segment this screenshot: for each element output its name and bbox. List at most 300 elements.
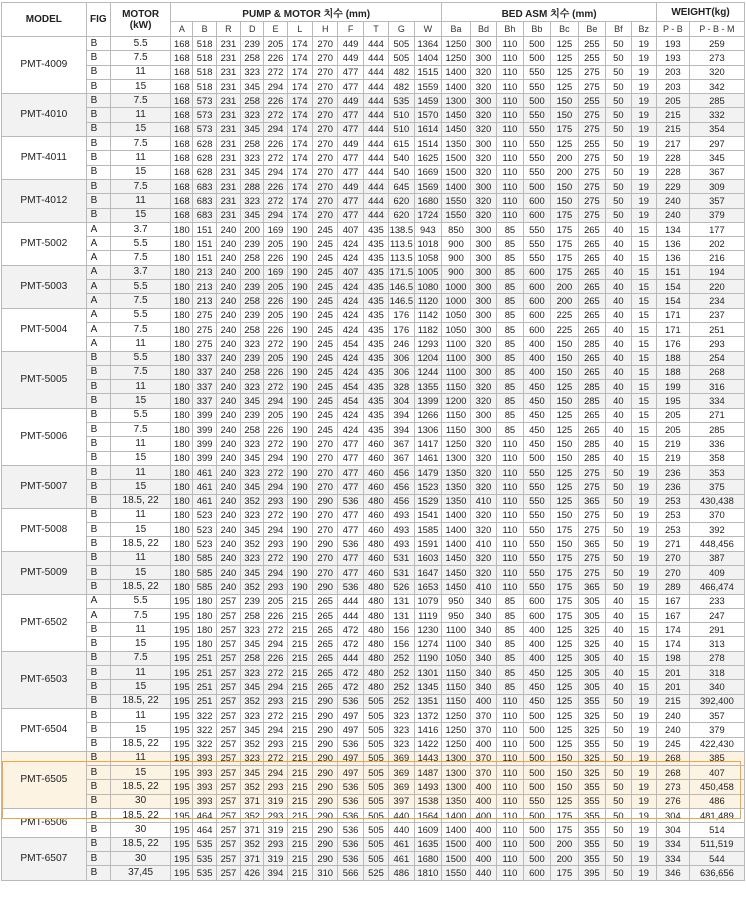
- motor-cell: 7.5: [110, 651, 170, 665]
- value-cell: 190: [287, 237, 312, 251]
- motor-cell: 7.5: [110, 322, 170, 336]
- value-cell: 365: [578, 537, 606, 551]
- value-cell: 174: [287, 194, 312, 208]
- value-cell: 174: [287, 79, 312, 93]
- value-cell: 168: [171, 151, 193, 165]
- value-cell: 355: [578, 823, 606, 837]
- value-cell: 245: [313, 322, 338, 336]
- value-cell: 1724: [414, 208, 442, 222]
- value-cell: 460: [363, 523, 388, 537]
- value-cell: 240: [216, 237, 240, 251]
- value-cell: 175: [551, 565, 579, 579]
- value-cell: 449: [338, 51, 363, 65]
- value-cell: 231: [216, 151, 240, 165]
- table-row: [2, 394, 745, 408]
- value-cell: 271: [656, 537, 689, 551]
- value-cell: 228: [656, 151, 689, 165]
- value-cell: 270: [313, 565, 338, 579]
- fig-cell: B: [86, 494, 110, 508]
- value-cell: 345: [241, 480, 264, 494]
- value-cell: 258: [241, 251, 264, 265]
- value-cell: 19: [631, 766, 656, 780]
- value-cell: 480: [363, 594, 388, 608]
- value-cell: 440: [389, 823, 414, 837]
- value-cell: 195: [171, 666, 193, 680]
- value-cell: 205: [656, 423, 689, 437]
- value-cell: 195: [171, 694, 193, 708]
- value-cell: 180: [171, 465, 193, 479]
- value-cell: 258: [241, 294, 264, 308]
- motor-cell: 11: [110, 551, 170, 565]
- fig-cell: B: [86, 694, 110, 708]
- value-cell: 113.5: [389, 251, 414, 265]
- fig-cell: B: [86, 79, 110, 93]
- value-cell: 265: [578, 294, 606, 308]
- value-cell: 449: [338, 37, 363, 51]
- motor-cell: 11: [110, 465, 170, 479]
- value-cell: 239: [241, 37, 264, 51]
- value-cell: 1355: [414, 380, 442, 394]
- value-cell: 1529: [414, 494, 442, 508]
- value-cell: 365: [578, 494, 606, 508]
- value-cell: 345: [241, 523, 264, 537]
- table-row: [2, 351, 745, 365]
- value-cell: 19: [631, 137, 656, 151]
- value-cell: 450: [523, 437, 551, 451]
- table-row: [2, 365, 745, 379]
- motor-cell: 5.5: [110, 37, 170, 51]
- value-cell: 325: [578, 637, 606, 651]
- value-cell: 305: [578, 666, 606, 680]
- value-cell: 367: [389, 451, 414, 465]
- value-cell: 300: [470, 137, 496, 151]
- value-cell: 50: [606, 465, 631, 479]
- value-cell: 464: [193, 809, 216, 823]
- value-cell: 110: [497, 694, 523, 708]
- value-cell: 180: [171, 494, 193, 508]
- value-cell: 231: [216, 137, 240, 151]
- value-cell: 240: [216, 222, 240, 236]
- value-cell: 306: [389, 365, 414, 379]
- value-cell: 239: [241, 308, 264, 322]
- value-cell: 444: [363, 108, 388, 122]
- table-row: [2, 851, 745, 865]
- value-cell: 450: [523, 408, 551, 422]
- value-cell: 536: [338, 737, 363, 751]
- model-cell: PMT-5004: [2, 308, 87, 351]
- value-cell: 352: [241, 837, 264, 851]
- value-cell: 1550: [442, 194, 471, 208]
- value-cell: 193: [656, 51, 689, 65]
- value-cell: 215: [656, 122, 689, 136]
- value-cell: 258: [241, 322, 264, 336]
- value-cell: 424: [338, 237, 363, 251]
- value-cell: 370: [470, 751, 496, 765]
- value-cell: 245: [313, 394, 338, 408]
- value-cell: 257: [216, 780, 240, 794]
- value-cell: 285: [578, 394, 606, 408]
- value-cell: 110: [497, 737, 523, 751]
- value-cell: 245: [313, 423, 338, 437]
- value-cell: 240: [216, 551, 240, 565]
- value-cell: 240: [216, 394, 240, 408]
- motor-cell: 7.5: [110, 365, 170, 379]
- value-cell: 320: [470, 65, 496, 79]
- value-cell: 435: [363, 380, 388, 394]
- value-cell: 497: [338, 723, 363, 737]
- value-cell: 110: [497, 580, 523, 594]
- fig-cell: B: [86, 151, 110, 165]
- value-cell: 300: [470, 322, 496, 336]
- spec-table: [1, 2, 745, 881]
- value-cell: 270: [313, 51, 338, 65]
- value-cell: 195: [171, 837, 193, 851]
- value-cell: 215: [287, 651, 312, 665]
- value-cell: 480: [363, 666, 388, 680]
- motor-cell: 18.5, 22: [110, 837, 170, 851]
- value-cell: 19: [631, 723, 656, 737]
- value-cell: 171.5: [389, 265, 414, 279]
- value-cell: 505: [363, 794, 388, 808]
- value-cell: 19: [631, 780, 656, 794]
- value-cell: 683: [193, 208, 216, 222]
- value-cell: 387: [689, 551, 744, 565]
- value-cell: 1416: [414, 723, 442, 737]
- value-cell: 285: [689, 423, 744, 437]
- value-cell: 270: [313, 451, 338, 465]
- fig-cell: A: [86, 308, 110, 322]
- value-cell: 272: [264, 108, 287, 122]
- value-cell: 566: [338, 866, 363, 880]
- value-cell: 180: [171, 265, 193, 279]
- value-cell: 226: [264, 137, 287, 151]
- value-cell: 85: [497, 308, 523, 322]
- column-header: F: [338, 22, 363, 37]
- value-cell: 270: [313, 108, 338, 122]
- value-cell: 444: [338, 608, 363, 622]
- value-cell: 231: [216, 37, 240, 51]
- value-cell: 1018: [414, 237, 442, 251]
- table-row: [2, 737, 745, 751]
- value-cell: 239: [241, 237, 264, 251]
- value-cell: 290: [313, 580, 338, 594]
- value-cell: 150: [551, 394, 579, 408]
- value-cell: 410: [470, 494, 496, 508]
- value-cell: 200: [551, 837, 579, 851]
- value-cell: 345: [241, 122, 264, 136]
- pump-motor-group-header: PUMP & MOTOR 치수 (mm): [171, 3, 442, 22]
- value-cell: 500: [523, 737, 551, 751]
- value-cell: 200: [551, 280, 579, 294]
- value-cell: 273: [656, 780, 689, 794]
- value-cell: 215: [287, 823, 312, 837]
- value-cell: 19: [631, 508, 656, 522]
- value-cell: 1479: [414, 465, 442, 479]
- value-cell: 190: [287, 394, 312, 408]
- fig-cell: B: [86, 423, 110, 437]
- fig-cell: A: [86, 265, 110, 279]
- fig-cell: B: [86, 65, 110, 79]
- motor-cell: 5.5: [110, 351, 170, 365]
- value-cell: 265: [578, 408, 606, 422]
- value-cell: 156: [389, 637, 414, 651]
- motor-cell: 5.5: [110, 594, 170, 608]
- motor-cell: 7.5: [110, 251, 170, 265]
- value-cell: 1680: [414, 194, 442, 208]
- fig-cell: B: [86, 637, 110, 651]
- motor-cell: 11: [110, 623, 170, 637]
- value-cell: 1364: [414, 37, 442, 51]
- value-cell: 369: [389, 751, 414, 765]
- value-cell: 50: [606, 537, 631, 551]
- value-cell: 40: [606, 408, 631, 422]
- motor-cell: 15: [110, 165, 170, 179]
- value-cell: 85: [497, 594, 523, 608]
- value-cell: 497: [338, 751, 363, 765]
- value-cell: 1422: [414, 737, 442, 751]
- value-cell: 253: [656, 508, 689, 522]
- value-cell: 275: [578, 122, 606, 136]
- value-cell: 550: [523, 565, 551, 579]
- value-cell: 464: [193, 823, 216, 837]
- value-cell: 409: [689, 565, 744, 579]
- value-cell: 190: [287, 365, 312, 379]
- value-cell: 15: [631, 451, 656, 465]
- value-cell: 174: [287, 37, 312, 51]
- value-cell: 323: [241, 437, 264, 451]
- table-body: [2, 37, 745, 881]
- motor-cell: 15: [110, 723, 170, 737]
- value-cell: 40: [606, 594, 631, 608]
- value-cell: 320: [470, 551, 496, 565]
- value-cell: 300: [470, 51, 496, 65]
- value-cell: 1350: [442, 494, 471, 508]
- value-cell: 320: [470, 394, 496, 408]
- value-cell: 323: [241, 380, 264, 394]
- value-cell: 190: [287, 222, 312, 236]
- value-cell: 1487: [414, 766, 442, 780]
- value-cell: 536: [338, 851, 363, 865]
- value-cell: 190: [287, 294, 312, 308]
- value-cell: 1450: [442, 565, 471, 579]
- motor-cell: 37,45: [110, 866, 170, 880]
- value-cell: 1182: [414, 322, 442, 336]
- value-cell: 460: [363, 480, 388, 494]
- value-cell: 168: [171, 65, 193, 79]
- value-cell: 294: [264, 122, 287, 136]
- value-cell: 461: [193, 480, 216, 494]
- value-cell: 245: [313, 294, 338, 308]
- value-cell: 323: [389, 723, 414, 737]
- value-cell: 110: [497, 537, 523, 551]
- value-cell: 125: [551, 79, 579, 93]
- value-cell: 190: [287, 451, 312, 465]
- value-cell: 215: [287, 809, 312, 823]
- value-cell: 444: [363, 179, 388, 193]
- value-cell: 190: [287, 551, 312, 565]
- value-cell: 300: [470, 179, 496, 193]
- value-cell: 290: [313, 851, 338, 865]
- column-header: R: [216, 22, 240, 37]
- value-cell: 600: [523, 208, 551, 222]
- motor-cell: 5.5: [110, 280, 170, 294]
- value-cell: 322: [193, 737, 216, 751]
- value-cell: 257: [216, 823, 240, 837]
- value-cell: 352: [241, 537, 264, 551]
- value-cell: 276: [656, 794, 689, 808]
- value-cell: 150: [551, 179, 579, 193]
- value-cell: 300: [470, 308, 496, 322]
- table-row: [2, 694, 745, 708]
- value-cell: 180: [193, 637, 216, 651]
- value-cell: 190: [287, 308, 312, 322]
- value-cell: 1100: [442, 623, 471, 637]
- model-cell: PMT-5006: [2, 408, 87, 465]
- value-cell: 293: [264, 837, 287, 851]
- value-cell: 407: [338, 222, 363, 236]
- value-cell: 272: [264, 65, 287, 79]
- model-cell: PMT-4011: [2, 137, 87, 180]
- value-cell: 125: [551, 408, 579, 422]
- value-cell: 399: [193, 437, 216, 451]
- value-cell: 500: [523, 179, 551, 193]
- fig-cell: B: [86, 723, 110, 737]
- value-cell: 125: [551, 637, 579, 651]
- value-cell: 1050: [442, 322, 471, 336]
- value-cell: 215: [287, 851, 312, 865]
- value-cell: 272: [264, 465, 287, 479]
- value-cell: 174: [287, 151, 312, 165]
- value-cell: 200: [241, 222, 264, 236]
- value-cell: 257: [216, 751, 240, 765]
- value-cell: 168: [171, 208, 193, 222]
- value-cell: 265: [313, 594, 338, 608]
- fig-cell: B: [86, 623, 110, 637]
- column-header: P - B - M: [689, 22, 744, 37]
- value-cell: 320: [470, 465, 496, 479]
- value-cell: 50: [606, 165, 631, 179]
- value-cell: 493: [389, 523, 414, 537]
- motor-cell: 30: [110, 794, 170, 808]
- model-cell: PMT-6502: [2, 594, 87, 651]
- value-cell: 50: [606, 480, 631, 494]
- value-cell: 352: [241, 694, 264, 708]
- value-cell: 50: [606, 565, 631, 579]
- value-cell: 180: [171, 565, 193, 579]
- fig-cell: A: [86, 237, 110, 251]
- value-cell: 215: [287, 708, 312, 722]
- value-cell: 150: [551, 766, 579, 780]
- value-cell: 50: [606, 94, 631, 108]
- value-cell: 19: [631, 523, 656, 537]
- value-cell: 257: [216, 837, 240, 851]
- value-cell: 550: [523, 79, 551, 93]
- value-cell: 322: [193, 723, 216, 737]
- value-cell: 323: [241, 623, 264, 637]
- value-cell: 275: [578, 65, 606, 79]
- value-cell: 174: [287, 51, 312, 65]
- value-cell: 424: [338, 423, 363, 437]
- value-cell: 573: [193, 122, 216, 136]
- value-cell: 293: [264, 537, 287, 551]
- value-cell: 313: [689, 637, 744, 651]
- value-cell: 400: [470, 837, 496, 851]
- value-cell: 460: [363, 437, 388, 451]
- value-cell: 454: [338, 394, 363, 408]
- value-cell: 245: [313, 280, 338, 294]
- value-cell: 316: [689, 380, 744, 394]
- value-cell: 85: [497, 423, 523, 437]
- value-cell: 400: [523, 651, 551, 665]
- value-cell: 195: [171, 651, 193, 665]
- value-cell: 131: [389, 608, 414, 622]
- value-cell: 19: [631, 79, 656, 93]
- value-cell: 245: [313, 380, 338, 394]
- value-cell: 265: [313, 637, 338, 651]
- column-header: E: [264, 22, 287, 37]
- value-cell: 215: [287, 723, 312, 737]
- value-cell: 195: [171, 608, 193, 622]
- value-cell: 500: [523, 37, 551, 51]
- value-cell: 1450: [442, 122, 471, 136]
- value-cell: 195: [171, 780, 193, 794]
- value-cell: 19: [631, 165, 656, 179]
- fig-cell: B: [86, 165, 110, 179]
- value-cell: 620: [389, 194, 414, 208]
- value-cell: 275: [578, 79, 606, 93]
- value-cell: 190: [287, 465, 312, 479]
- value-cell: 1400: [442, 823, 471, 837]
- table-row: [2, 265, 745, 279]
- motor-cell: 7.5: [110, 137, 170, 151]
- value-cell: 174: [287, 179, 312, 193]
- table-row: [2, 137, 745, 151]
- value-cell: 240: [216, 251, 240, 265]
- value-cell: 265: [578, 265, 606, 279]
- value-cell: 275: [578, 151, 606, 165]
- value-cell: 400: [523, 623, 551, 637]
- value-cell: 394: [264, 866, 287, 880]
- value-cell: 1400: [442, 523, 471, 537]
- value-cell: 305: [578, 594, 606, 608]
- value-cell: 435: [363, 308, 388, 322]
- table-row: [2, 651, 745, 665]
- value-cell: 125: [551, 794, 579, 808]
- value-cell: 323: [241, 337, 264, 351]
- value-cell: 536: [338, 580, 363, 594]
- value-cell: 50: [606, 823, 631, 837]
- column-header: A: [171, 22, 193, 37]
- value-cell: 215: [287, 623, 312, 637]
- value-cell: 200: [551, 165, 579, 179]
- value-cell: 472: [338, 637, 363, 651]
- table-row: [2, 37, 745, 51]
- value-cell: 195: [171, 794, 193, 808]
- value-cell: 15: [631, 623, 656, 637]
- value-cell: 275: [578, 465, 606, 479]
- value-cell: 304: [656, 823, 689, 837]
- value-cell: 449: [338, 137, 363, 151]
- value-cell: 245: [313, 308, 338, 322]
- value-cell: 900: [442, 265, 471, 279]
- value-cell: 500: [523, 751, 551, 765]
- value-cell: 175: [551, 809, 579, 823]
- value-cell: 305: [578, 608, 606, 622]
- value-cell: 1523: [414, 480, 442, 494]
- value-cell: 1300: [442, 451, 471, 465]
- value-cell: 336: [689, 437, 744, 451]
- motor-cell: 3.7: [110, 265, 170, 279]
